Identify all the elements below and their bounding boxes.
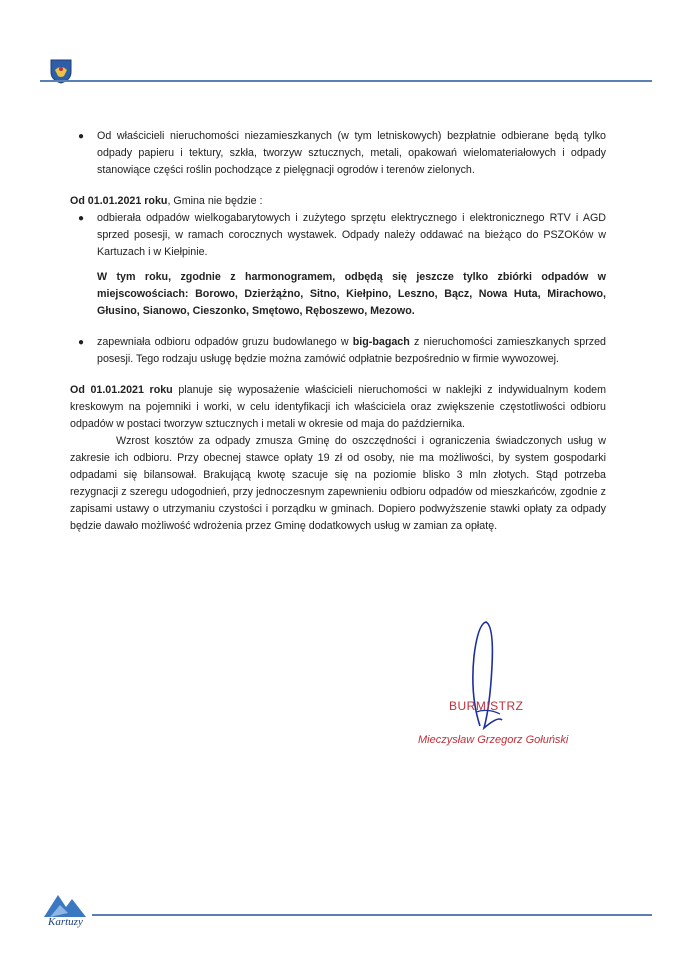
bullet-icon: ● [78, 337, 85, 348]
document-body [70, 128, 606, 535]
paragraph: Od 01.01.2021 roku planuje się wyposażenie właścicieli nieruchomości w naklejki z indywidualnym kodem kreskowym na pojemniki i worki, w celu identyfikacji ich właściciela oraz zwiększenie częstotliwości odbioru odpadów w postaci tworzyw sztucznych i metali w okresie od maja do października. [70, 384, 607, 430]
signatory-title: BURMISTRZ [449, 699, 524, 713]
bullet-icon: ● [78, 131, 85, 142]
bullet-icon: ● [78, 213, 85, 224]
list-item: ● zapewniała odbioru odpadów gruzu budowlanego w big-bagach z nieruchomości zamieszkanych sprzed posesji. Tego rodzaju usługę będzie można zamówić odpłatnie bezpośrednio w firmie wywozowej. [78, 336, 606, 365]
header-rule [40, 80, 652, 82]
logo-text: Kartuzy [48, 916, 83, 928]
handwritten-signature [440, 616, 530, 736]
section-heading: Od 01.01.2021 roku, Gmina nie będzie : [70, 195, 263, 207]
list-item: ● odbierała odpadów wielkogabarytowych i zużytego sprzętu elektrycznego i elektronicznego RTV i AGD sprzed posesji, w ramach corocznych wystawek. Odpady należy oddawać na bieżąco do PSZOKów w Kartuzach i w Kiełpinie. [78, 212, 606, 258]
paragraph: Wzrost kosztów za odpady zmusza Gminę do oszczędności i ograniczenia świadczonych usług w zakresie ich odbioru. Przy obecnej stawce opłaty 19 zł od osoby, nie ma możliwości, by system gospodarki odpadami się bilansował. Brakującą kwotę szacuje się na poziomie blisko 3 mln złotych. Stąd potrzeba rezygnacji z szeregu udogodnień, przy jednoczesnym zapewnieniu odbioru odpadów od mieszkańców, zgodnie z zapisami ustawy o utrzymaniu czystości i porządku w gminach. Dopiero podwyższenie stawki opłaty za odpady będzie dawało możliwość wdrożenia przez Gminę dodatkowych usług w zamian za opłatę. [70, 435, 606, 532]
footer-rule [92, 914, 652, 916]
collection-schedule-note: W tym roku, zgodnie z harmonogramem, odbędą się jeszcze tylko zbiórki odpadów w miejscowościach: Borowo, Dzierżążno, Sitno, Kiełpino, Leszno, Bącz, Nowa Huta, Mirachowo, Głusino, Sianowo, Cieszonko, Smętowo, Ręboszewo, Mezowo. [97, 271, 606, 317]
signatory-name: Mieczysław Grzegorz Gołuński [418, 734, 569, 746]
kartuzy-logo [40, 887, 100, 931]
list-item: ● Od właścicieli nieruchomości niezamieszkanych (w tym letniskowych) bezpłatnie odbierane będą tylko odpady papieru i tektury, szkła, tworzyw sztucznych, metali, opakowań wielomateriałowych i odpady stanowiące części roślin pochodzące z pielęgnacji ogrodów i terenów zielonych. [78, 130, 606, 176]
